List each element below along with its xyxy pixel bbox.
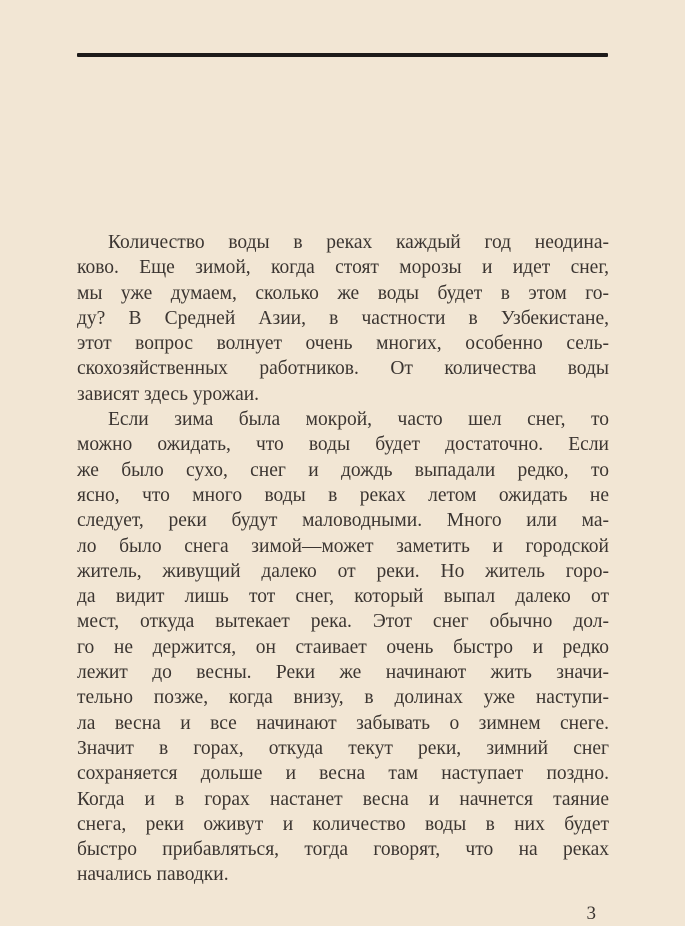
text-line: этот вопрос волнует очень многих, особенно сель-	[77, 333, 609, 355]
page-content	[77, 230, 609, 926]
text-line: лежит до весны. Реки же начинают жить значи-	[77, 662, 609, 684]
text-line: ду? В Средней Азии, в частности в Узбекистане,	[77, 307, 609, 329]
text-line: же было сухо, снег и дождь выпадали редко, то	[77, 459, 609, 481]
text-line: следует, реки будут маловодными. Много или ма-	[77, 510, 609, 532]
text-line: го не держится, он стаивает очень быстро и редко	[77, 636, 609, 658]
text-line: можно ожидать, что воды будет достаточно. Если	[77, 434, 609, 456]
text-line: Количество воды в реках каждый год неодина-	[108, 232, 609, 253]
text-line: Когда и в горах настанет весна и начнется таяние	[77, 788, 609, 810]
text-line: мы уже думаем, сколько же воды будет в этом го-	[77, 282, 609, 304]
text-line: ло было снега зимой—может заметить и городской	[77, 535, 609, 557]
text-line: быстро прибавляться, тогда говорят, что на реках	[77, 839, 609, 861]
text-line: тельно позже, когда внизу, в долинах уже наступи-	[77, 687, 609, 709]
text-line: житель, живущий далеко от реки. Но житель горо-	[77, 560, 609, 582]
page-number: 3	[586, 902, 596, 924]
text-line: зависят здесь урожаи.	[77, 383, 260, 405]
text-line: Значит в горах, откуда текут реки, зимний снег	[77, 737, 609, 759]
body-text	[77, 230, 609, 888]
text-line: начались паводки.	[77, 864, 229, 886]
text-line: Если зима была мокрой, часто шел снег, то	[108, 409, 609, 431]
text-line: сохраняется дольше и весна там наступает поздно.	[77, 763, 609, 785]
text-line: мест, откуда вытекает река. Этот снег обычно дол-	[77, 611, 609, 633]
text-line: скохозяйственных работников. От количества воды	[77, 358, 609, 380]
text-line: да видит лишь тот снег, который выпал далеко от	[77, 586, 609, 608]
text-line: снега, реки оживут и количество воды в них будет	[77, 813, 609, 835]
text-line: ково. Еще зимой, когда стоят морозы и идет снег,	[77, 257, 609, 279]
text-line: ла весна и все начинают забывать о зимнем снеге.	[77, 712, 609, 734]
text-line: ясно, что много воды в реках летом ожидать не	[77, 484, 609, 506]
header-rule	[77, 53, 608, 57]
